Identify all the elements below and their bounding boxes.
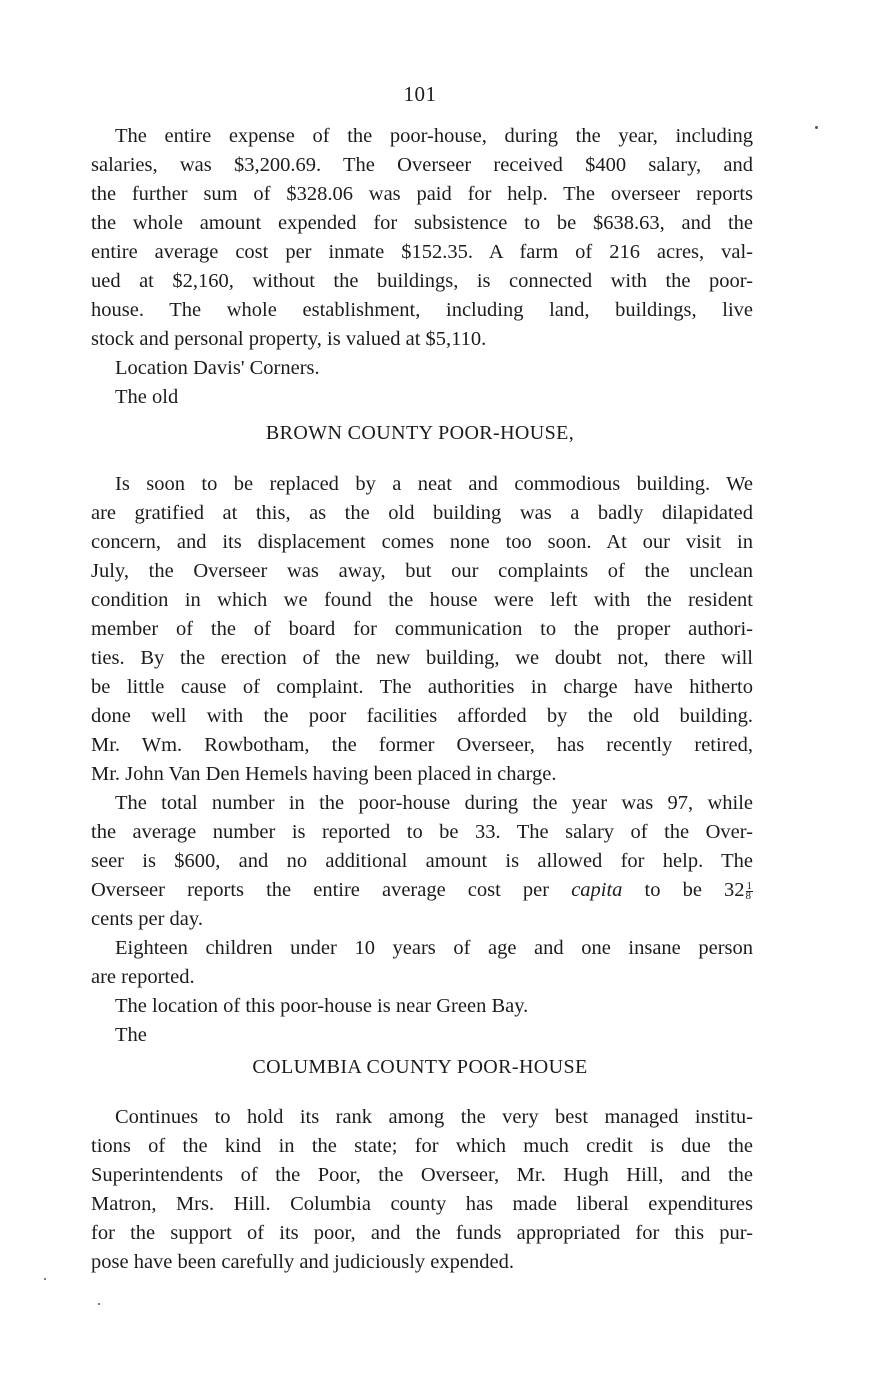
text-line: The (115, 1024, 147, 1046)
text-line: Is soon to be replaced by a neat and commodious building. We (115, 473, 753, 495)
text-line: The total number in the poor-house during the year was 97, while (115, 792, 753, 814)
text-line: for the support of its poor, and the funds appropriated for this pur- (91, 1222, 753, 1244)
text-line: Matron, Mrs. Hill. Columbia county has made liberal expenditures (91, 1193, 753, 1215)
section-heading-columbia-county: COLUMBIA COUNTY POOR-HOUSE (252, 1056, 588, 1078)
text-line: member of the of board for communication to the proper authori- (91, 618, 753, 640)
text-line: Mr. John Van Den Hemels having been placed in charge. (91, 763, 557, 785)
text-line: Location Davis' Corners. (115, 357, 320, 379)
text-fragment: Overseer reports the entire average cost per (91, 879, 550, 901)
text-line: are reported. (91, 966, 195, 988)
paragraph-columbia-county (91, 1103, 753, 1277)
text-line: house. The whole establishment, including land, buildings, live (91, 299, 753, 321)
scan-speck (98, 1303, 100, 1305)
text-line: Eighteen children under 10 years of age and one insane person (115, 937, 753, 959)
text-line: condition in which we found the house were left with the resident (91, 589, 753, 611)
text-line: tions of the kind in the state; for which much credit is due the (91, 1135, 753, 1157)
text-line: ties. By the erection of the new building, we doubt not, there will (91, 647, 753, 669)
section-heading-brown-county: BROWN COUNTY POOR-HOUSE, (265, 422, 575, 444)
scan-speck (44, 1278, 46, 1280)
text-line: Mr. Wm. Rowbotham, the former Overseer, has recently retired, (91, 734, 753, 756)
text-line: the further sum of $328.06 was paid for help. The overseer reports (91, 183, 753, 205)
text-line: be little cause of complaint. The authorities in charge have hitherto (91, 676, 753, 698)
text-line: ued at $2,160, without the buildings, is connected with the poor- (91, 270, 753, 292)
text-line: stock and personal property, is valued at $5,110. (91, 328, 487, 350)
text-line-cost-per-capita (91, 876, 753, 905)
text-line: concern, and its displacement comes none too soon. At our visit in (91, 531, 753, 553)
text-fragment: to be 32 (644, 879, 745, 901)
fraction-denominator: 8 (745, 889, 752, 902)
text-line: entire average cost per inmate $152.35. A farm of 216 acres, val- (91, 241, 753, 263)
text-line: seer is $600, and no additional amount is allowed for help. The (91, 850, 753, 872)
paragraph-expenses (91, 122, 753, 412)
text-line: the whole amount expended for subsistence to be $638.63, and the (91, 212, 753, 234)
text-line: Superintendents of the Poor, the Overseer, Mr. Hugh Hill, and the (91, 1164, 753, 1186)
italic-term: capita (571, 879, 623, 901)
text-line: the average number is reported to be 33. The salary of the Over- (91, 821, 753, 843)
scan-speck (815, 126, 818, 129)
text-line: The old (115, 386, 179, 408)
fraction-numerator: 1 (746, 879, 753, 892)
text-line: done well with the poor facilities afforded by the old building. (91, 705, 753, 727)
text-line: salaries, was $3,200.69. The Overseer received $400 salary, and (91, 154, 753, 176)
text-line: The location of this poor-house is near Green Bay. (115, 995, 529, 1017)
text-line: pose have been carefully and judiciously expended. (91, 1251, 514, 1273)
text-line: July, the Overseer was away, but our complaints of the unclean (91, 560, 753, 582)
fraction (745, 879, 754, 902)
text-line: Continues to hold its rank among the very best managed institu- (115, 1106, 753, 1128)
text-line: cents per day. (91, 908, 203, 930)
text-line: are gratified at this, as the old building was a badly dilapidated (91, 502, 753, 524)
text-line: The entire expense of the poor-house, during the year, including (115, 125, 753, 147)
paragraph-brown-county (91, 470, 753, 1050)
page-number: 101 (403, 82, 437, 106)
